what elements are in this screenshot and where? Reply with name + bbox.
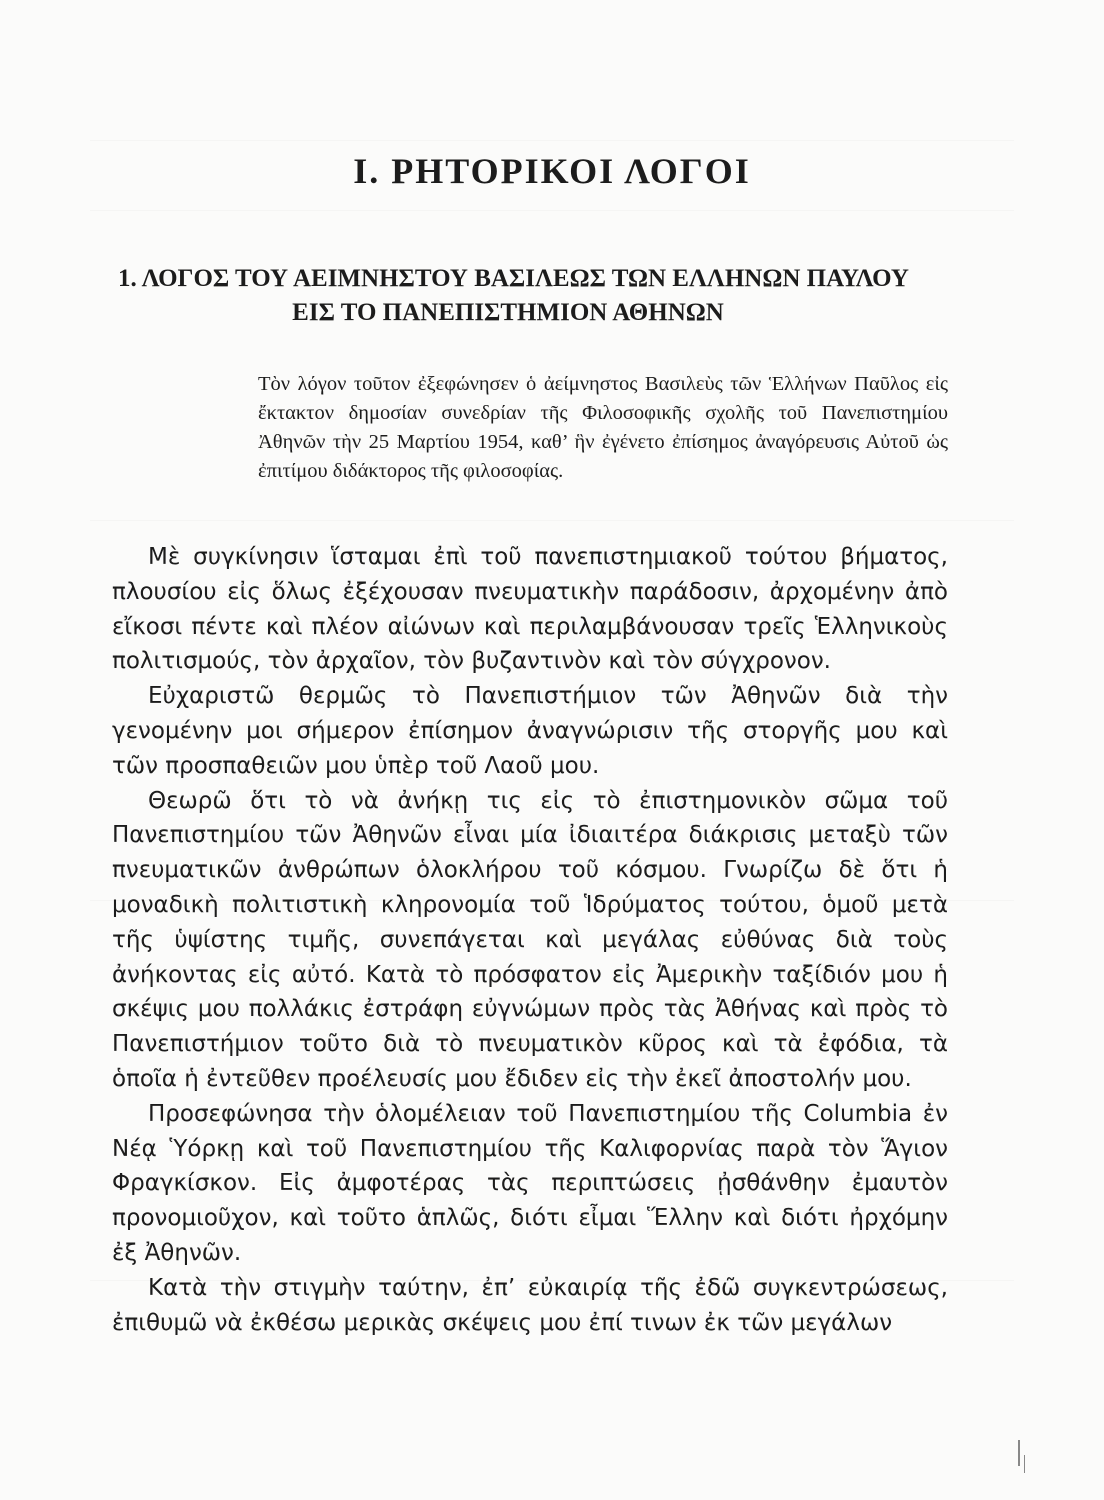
show-through-line — [90, 140, 1014, 141]
speech-paragraph-4: Προσεφώνησα τὴν ὁλομέλειαν τοῦ Πανεπιστημίου τῆς Columbia ἐν Νέᾳ Ὑόρκῃ καὶ τοῦ Πανεπιστημίου τῆς Καλιφορνίας παρὰ τὸν Ἅγιον Φραγκίσκον. Εἰς ἀμφοτέρας τὰς περιπτώσεις ᾐσθάνθην ἐμαυτὸν προνομιοῦχον, καὶ τοῦτο ἁπλῶς, διότι εἶμαι Ἕλλην καὶ διότι ἠρχόμην ἐξ Ἀθηνῶν. — [112, 1100, 948, 1266]
scan-artifact — [1024, 1455, 1025, 1473]
speech-paragraph-2: Εὐχαριστῶ θερμῶς τὸ Πανεπιστήμιον τῶν Ἀθηνῶν διὰ τὴν γενομένην μοι σήμερον ἐπίσημον ἀναγνώρισιν τῆς στοργῆς μου καὶ τῶν προσπαθειῶν μου ὑπὲρ τοῦ Λαοῦ μου. — [112, 683, 948, 779]
intro-note: Τὸν λόγον τοῦτον ἐξεφώνησεν ὁ ἀείμνηστος Βασιλεὺς τῶν Ἑλλήνων Παῦλος εἰς ἔκτακτον δημοσίαν συνεδρίαν τῆς Φιλοσοφικῆς σχολῆς τοῦ Πανεπιστημίου Ἀθηνῶν τὴν 25 Μαρτίου 1954, καθ’ ἣν ἐγένετο ἐπίσημος ἀναγόρευσις Αὐτοῦ ὡς ἐπιτίμου διδάκτορος τῆς φιλοσοφίας. — [258, 373, 948, 482]
speech-paragraph-5: Κατὰ τὴν στιγμὴν ταύτην, ἐπ’ εὐκαιρίᾳ τῆς ἐδῶ συγκεντρώσεως, ἐπιθυμῶ νὰ ἐκθέσω μερικὰς σκέψεις μου ἐπί τινων ἐκ τῶν μεγάλων — [112, 1274, 948, 1336]
section-heading — [118, 262, 958, 330]
speech-body — [112, 540, 948, 1340]
speech-paragraph-3: Θεωρῶ ὅτι τὸ νὰ ἀνήκῃ τις εἰς τὸ ἐπιστημονικὸν σῶμα τοῦ Πανεπιστημίου τῶν Ἀθηνῶν εἶναι μία ἰδιαιτέρα διάκρισις μεταξὺ τῶν πνευματικῶν ἀνθρώπων ὁλοκλήρου τοῦ κόσμου. Γνωρίζω δὲ ὅτι ἡ μοναδικὴ πολιτιστικὴ κληρονομία τοῦ Ἱδρύματος τούτου, ὁμοῦ μετὰ τῆς ὑψίστης τιμῆς, συνεπάγεται καὶ μεγάλας εὐθύνας διὰ τοὺς ἀνήκοντας εἰς αὐτό. Κατὰ τὸ πρόσφατον εἰς Ἀμερικὴν ταξίδιόν μου ἡ σκέψις μου πολλάκις ἐστράφη εὐγνώμων πρὸς τὰς Ἀθήνας καὶ πρὸς τὸ Πανεπιστήμιον τοῦτο διὰ τὸ πνευματικὸν κῦρος καὶ τὰ ἐφόδια, τὰ ὁποῖα ἡ ἐντεῦθεν προέλευσίς μου ἔδιδεν εἰς τὴν ἐκεῖ ἀποστολήν μου. — [112, 787, 948, 1092]
show-through-line — [90, 520, 1014, 521]
show-through-line — [90, 210, 1014, 211]
chapter-title: I. ΡΗΤΟΡΙΚΟΙ ΛΟΓΟΙ — [353, 151, 751, 191]
section-heading-line1: 1. ΛΟΓΟΣ ΤΟΥ ΑΕΙΜΝΗΣΤΟΥ ΒΑΣΙΛΕΩΣ ΤΩΝ ΕΛΛΗΝΩΝ ΠΑΥΛΟΥ — [118, 265, 909, 292]
speech-paragraph-1: Μὲ συγκίνησιν ἵσταμαι ἐπὶ τοῦ πανεπιστημιακοῦ τούτου βήματος, πλουσίου εἰς ὅλως ἐξέχουσαν πνευματικὴν παράδοσιν, ἀρχομένην ἀπὸ εἴκοσι πέντε καὶ πλέον αἰώνων καὶ περιλαμβάνουσαν τρεῖς Ἑλληνικοὺς πολιτισμούς, τὸν ἀρχαῖον, τὸν βυζαντινὸν καὶ τὸν σύγχρονον. — [112, 544, 948, 675]
section-heading-line2: ΕΙΣ ΤΟ ΠΑΝΕΠΙΣΤΗΜΙΟΝ ΑΘΗΝΩΝ — [292, 299, 724, 326]
scan-artifact — [1018, 1440, 1020, 1466]
